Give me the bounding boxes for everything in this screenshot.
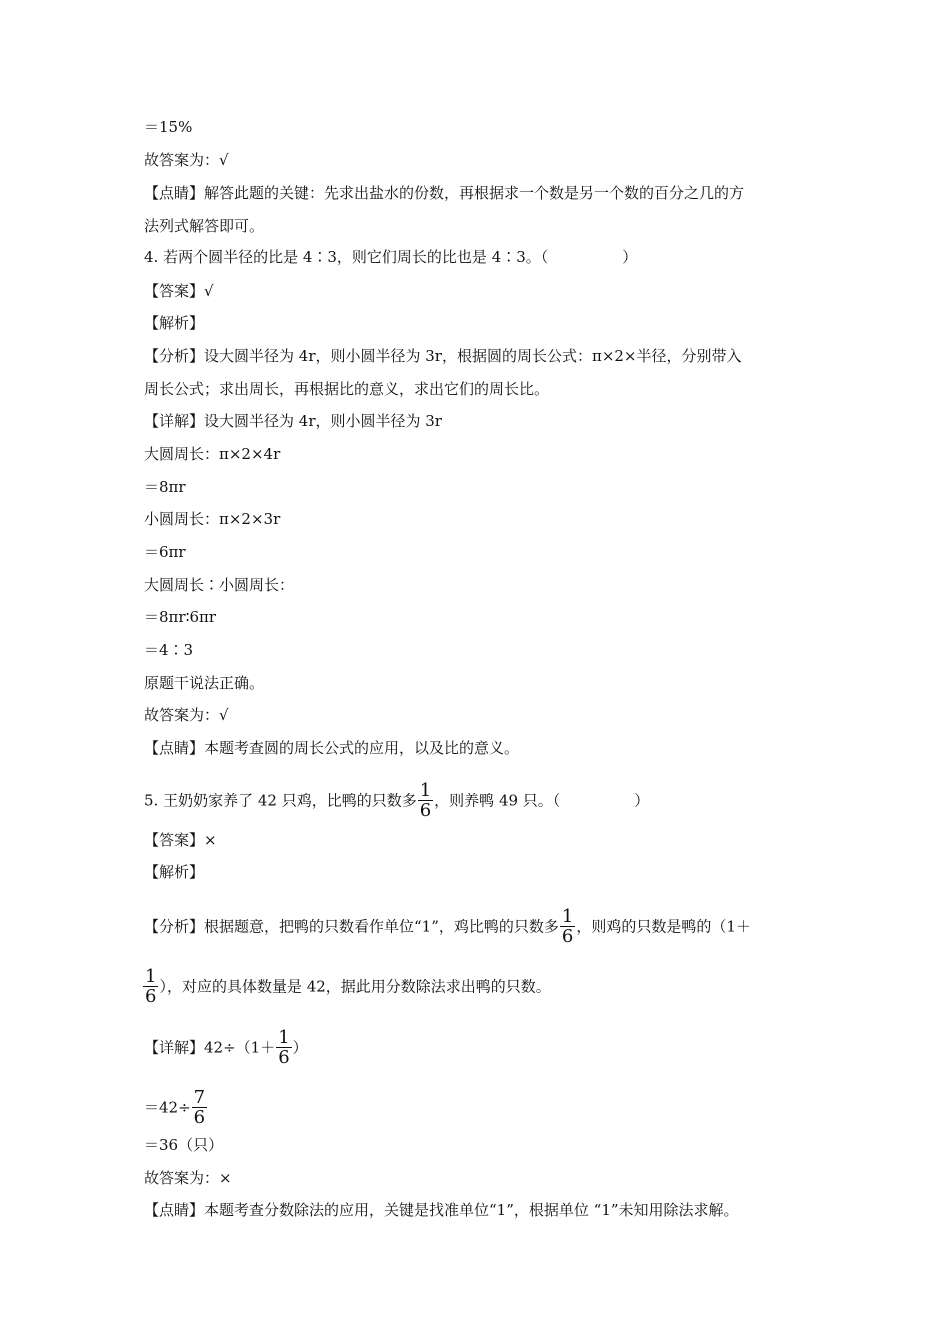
text-line: 法列式解答即可。 (144, 217, 265, 235)
text-line: ＝4∶3 (144, 641, 194, 659)
text-span: 【详解】42÷（1＋ (144, 1038, 276, 1057)
fraction-one-sixth (276, 1028, 291, 1067)
text-line: ＝6πr (144, 543, 186, 561)
fraction-seven-sixths (192, 1088, 207, 1127)
text-line: ＝36（只） (144, 1136, 224, 1154)
analysis-line (144, 908, 751, 947)
text-line: 【点睛】本题考查分数除法的应用，关键是找准单位“1”，根据单位 “1”未知用除法求解。 (144, 1201, 739, 1219)
text-span: ），对应的具体数量是 42，据此用分数除法求出鸭的只数。 (159, 977, 551, 996)
text-line: 原题干说法正确。 (144, 674, 265, 692)
question-text: ，则养鸭 49 只。（ (434, 791, 561, 810)
fraction-one-sixth (418, 781, 433, 820)
fraction-numerator: 1 (419, 780, 432, 801)
answer-line: 【答案】√ (144, 282, 214, 300)
question-text: 5. 王奶奶家养了 42 只鸡，比鸭的只数多 (144, 791, 417, 810)
question-4 (144, 247, 637, 267)
fraction-denominator: 6 (561, 926, 574, 947)
question-5 (144, 782, 649, 821)
fraction-numerator: 7 (193, 1087, 206, 1108)
fraction-denominator: 6 (278, 1047, 290, 1068)
text-line: 故答案为：√ (144, 151, 229, 169)
text-line: 故答案为：√ (144, 706, 229, 724)
text-line: ＝15% (144, 118, 193, 136)
text-line: 周长公式；求出周长，再根据比的意义，求出它们的周长比。 (144, 380, 550, 398)
fraction-numerator: 1 (561, 906, 574, 927)
text-line: 故答案为：× (144, 1169, 232, 1187)
question-text: 4. 若两个圆半径的比是 4∶3，则它们周长的比也是 4∶3。（ (144, 248, 549, 266)
text-line: 【解析】 (144, 863, 205, 881)
text-span: ） (292, 1038, 308, 1057)
fraction-numerator: 1 (278, 1027, 290, 1048)
text-line: 【解析】 (144, 314, 205, 332)
text-span: ，则鸡的只数是鸭的（1＋ (576, 917, 751, 936)
fraction-denominator: 6 (419, 800, 432, 821)
text-line: 【点睛】解答此题的关键：先求出盐水的份数，再根据求一个数是另一个数的百分之几的方 (144, 184, 745, 202)
text-line: ＝8πr (144, 478, 186, 496)
detail-line (144, 1089, 208, 1128)
text-line: 【详解】设大圆半径为 4r，则小圆半径为 3r (144, 412, 442, 430)
fraction-numerator: 1 (145, 966, 157, 987)
analysis-line (142, 968, 551, 1007)
text-line: 【点睛】本题考查圆的周长公式的应用，以及比的意义。 (144, 739, 520, 757)
text-line: ＝8πr∶6πr (144, 608, 217, 626)
answer-line: 【答案】× (144, 831, 217, 849)
fraction-denominator: 6 (145, 986, 157, 1007)
detail-line (144, 1029, 308, 1068)
answer-blank-close: ） (634, 791, 650, 810)
answer-blank-close: ） (622, 248, 638, 266)
text-line: 小圆周长：π×2×3r (144, 510, 281, 528)
fraction-denominator: 6 (193, 1107, 206, 1128)
text-line: 大圆周长∶小圆周长： (144, 576, 295, 594)
text-span: ＝42÷ (144, 1098, 191, 1117)
fraction-one-sixth (143, 967, 158, 1006)
text-line: 大圆周长：π×2×4r (144, 445, 281, 463)
text-span: 【分析】根据题意，把鸭的只数看作单位“1”，鸡比鸭的只数多 (144, 917, 559, 936)
text-line: 【分析】设大圆半径为 4r，则小圆半径为 3r，根据圆的周长公式：π×2×半径，分别带入 (144, 347, 742, 365)
fraction-one-sixth (560, 907, 575, 946)
